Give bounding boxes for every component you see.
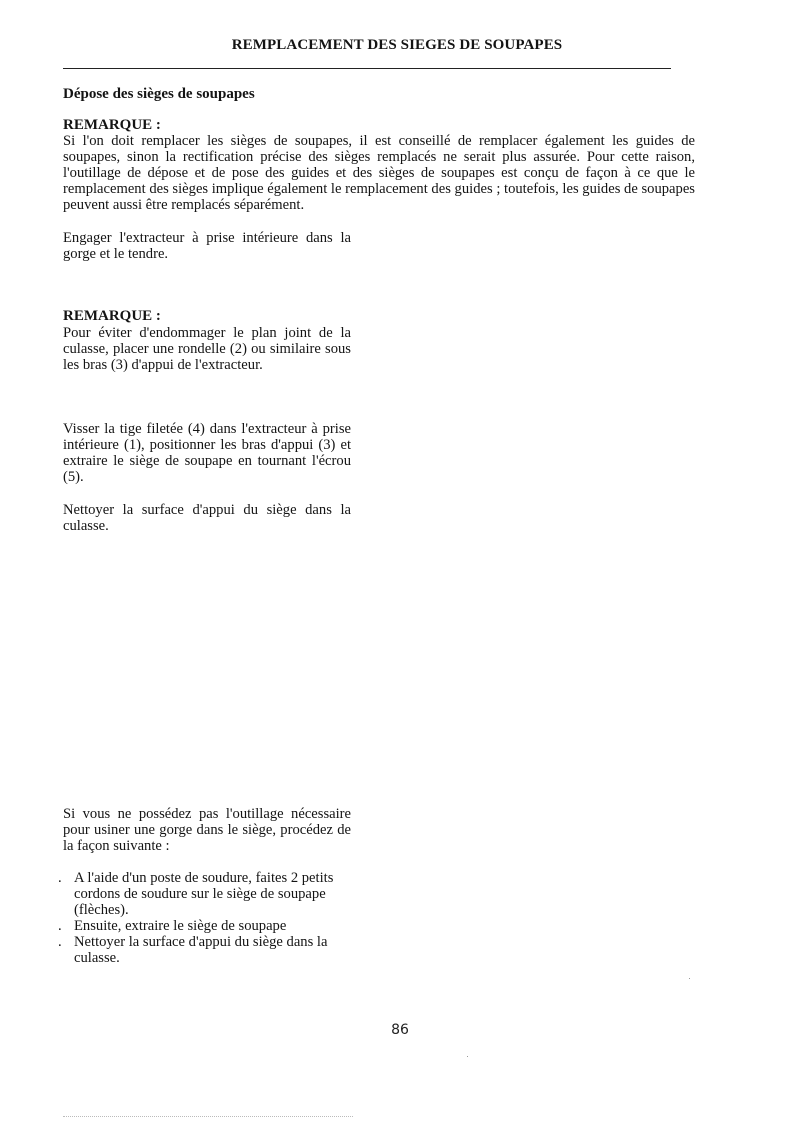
- list-item: [58, 870, 354, 918]
- instruction-engage-extractor: Engager l'extracteur à prise intérieure dans la gorge et le tendre.: [63, 230, 351, 262]
- alternative-procedure-intro: Si vous ne possédez pas l'outillage nécessaire pour usiner une gorge dans le siège, procédez de la façon suivante :: [63, 806, 351, 854]
- instruction-clean-seat: Nettoyer la surface d'appui du siège dans la culasse.: [63, 502, 351, 534]
- remark-label: REMARQUE :: [63, 117, 161, 133]
- page-number: 86: [391, 1022, 409, 1038]
- list-bullet: .: [58, 934, 62, 950]
- scan-speck: [467, 1056, 468, 1057]
- list-item-text: Ensuite, extraire le siège de soupape: [74, 918, 287, 934]
- alternative-procedure-list: [58, 870, 354, 966]
- page-header-title: REMPLACEMENT DES SIEGES DE SOUPAPES: [231, 37, 563, 53]
- scan-speck: [689, 978, 690, 979]
- scan-artifact: [63, 1116, 353, 1117]
- header-divider: [63, 68, 671, 69]
- list-item: [58, 934, 354, 966]
- remark-paragraph: Si l'on doit remplacer les sièges de soupapes, il est conseillé de remplacer également les guides de soupapes, sinon la rectification précise des sièges remplacés ne serait plus assurée. Pour cette raison, l'outillage de dépose et de pose des guides et des sièges de soupapes est conçu de façon à ce que le remplacement des sièges implique également le remplacement des guides ; toutefois, les guides de soupapes peuvent aussi être remplacés séparément.: [63, 133, 695, 213]
- section-heading: Dépose des sièges de soupapes: [63, 86, 255, 102]
- list-item-text: A l'aide d'un poste de soudure, faites 2 petits cordons de soudure sur le siège de soupape (flèches).: [74, 870, 334, 918]
- list-bullet: .: [58, 870, 62, 886]
- list-bullet: .: [58, 918, 62, 934]
- instruction-screw-rod: Visser la tige filetée (4) dans l'extracteur à prise intérieure (1), positionner les bras d'appui (3) et extraire le siège de soupape en tournant l'écrou (5).: [63, 421, 351, 485]
- list-item: [58, 918, 354, 934]
- remark-paragraph: Pour éviter d'endommager le plan joint de la culasse, placer une rondelle (2) ou similaire sous les bras (3) d'appui de l'extracteur.: [63, 325, 351, 373]
- list-item-text: Nettoyer la surface d'appui du siège dans la culasse.: [74, 934, 328, 966]
- remark-label: REMARQUE :: [63, 308, 161, 324]
